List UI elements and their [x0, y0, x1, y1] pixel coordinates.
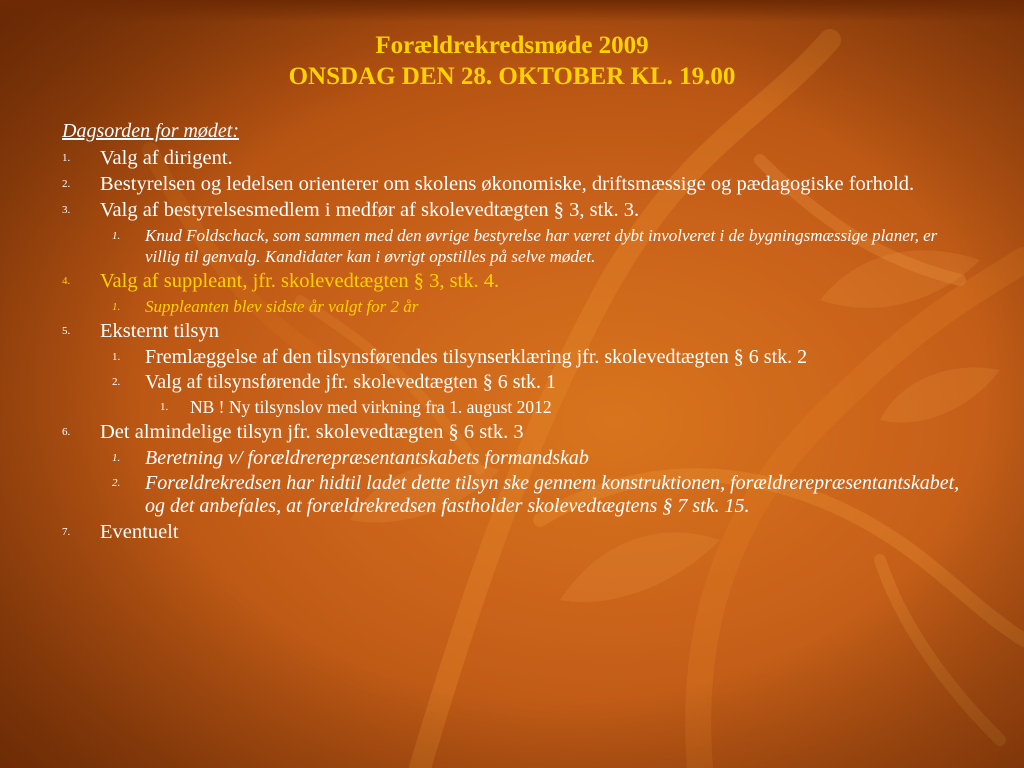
item-text: Valg af suppleant, jfr. skolevedtægten § 3, stk. 4.	[100, 270, 500, 292]
agenda-subitem-5-2	[100, 371, 962, 394]
subitem-number: 1.	[112, 301, 121, 313]
agenda-subitem-3-1	[100, 225, 962, 267]
item-number: 5.	[62, 325, 71, 337]
subitem-number: 2.	[112, 376, 121, 388]
item-text: Valg af dirigent.	[100, 147, 233, 169]
subitem-number: 1.	[112, 351, 121, 363]
slide-title	[0, 30, 1024, 92]
subitem-number: 1.	[112, 230, 121, 242]
agenda-subitem-6-2	[100, 472, 962, 518]
agenda-item-5	[62, 320, 962, 343]
agenda-list	[62, 147, 962, 544]
item-number: 3.	[62, 204, 71, 216]
item-number: 1.	[62, 152, 71, 164]
agenda-subitem-5-1	[100, 346, 962, 369]
agenda-subsubitem-5-2-1	[145, 396, 962, 418]
subitem-number: 1.	[112, 452, 121, 464]
top-shade	[0, 0, 1024, 22]
item-text: Det almindelige tilsyn jfr. skolevedtægten § 6 stk. 3	[100, 421, 524, 443]
agenda-item-1	[62, 147, 962, 170]
subsubitem-number: 1.	[160, 401, 169, 413]
subitem-text: Fremlæggelse af den tilsynsførendes tilsynserklæring jfr. skolevedtægten § 6 stk. 2	[145, 346, 808, 368]
agenda-heading: Dagsorden for mødet:	[62, 120, 240, 142]
item-number: 6.	[62, 426, 71, 438]
item-text: Bestyrelsen og ledelsen orienterer om skolens økonomiske, driftsmæssige og pædagogiske forhold.	[100, 173, 915, 195]
item-text: Eventuelt	[100, 521, 179, 543]
subitem-number: 2.	[112, 477, 121, 489]
item-number: 2.	[62, 178, 71, 190]
agenda-item-3	[62, 199, 962, 222]
subsubitem-text: NB ! Ny tilsynslov med virkning fra 1. august 2012	[190, 397, 552, 417]
item-text: Valg af bestyrelsesmedlem i medfør af skolevedtægten § 3, stk. 3.	[100, 199, 640, 221]
agenda-subitem-6-1	[100, 447, 962, 470]
subitem-text: Beretning v/ forældrerepræsentantskabets formandskab	[145, 447, 589, 469]
subitem-text: Valg af tilsynsførende jfr. skolevedtægten § 6 stk. 1	[145, 371, 557, 393]
item-text: Eksternt tilsyn	[100, 320, 220, 342]
agenda-subitem-4-1	[100, 296, 962, 317]
subitem-text: Knud Foldschack, som sammen med den øvrige bestyrelse har været dybt involveret i de bygningsmæssige planer, er villig til genvalg. Kandidater kan i øvrigt opstilles på selve mødet.	[145, 226, 938, 266]
agenda-item-2	[62, 173, 962, 196]
agenda-item-7	[62, 521, 962, 544]
agenda-item-6	[62, 421, 962, 444]
item-number: 4.	[62, 275, 71, 287]
subitem-text: Forældrekredsen har hidtil ladet dette tilsyn ske gennem konstruktionen, forældrerepræsentantskabet, og det anbefales, at forældrekredsen fastholder skolevedtægtens § 7 stk. 15.	[145, 472, 960, 517]
agenda-body	[62, 120, 962, 547]
agenda-item-4	[62, 270, 962, 293]
title-line-2: ONSDAG DEN 28. OKTOBER KL. 19.00	[288, 63, 736, 90]
subitem-text: Suppleanten blev sidste år valgt for 2 år	[145, 297, 419, 316]
title-line-1: Forældrekredsmøde 2009	[375, 32, 649, 59]
item-number: 7.	[62, 526, 71, 538]
